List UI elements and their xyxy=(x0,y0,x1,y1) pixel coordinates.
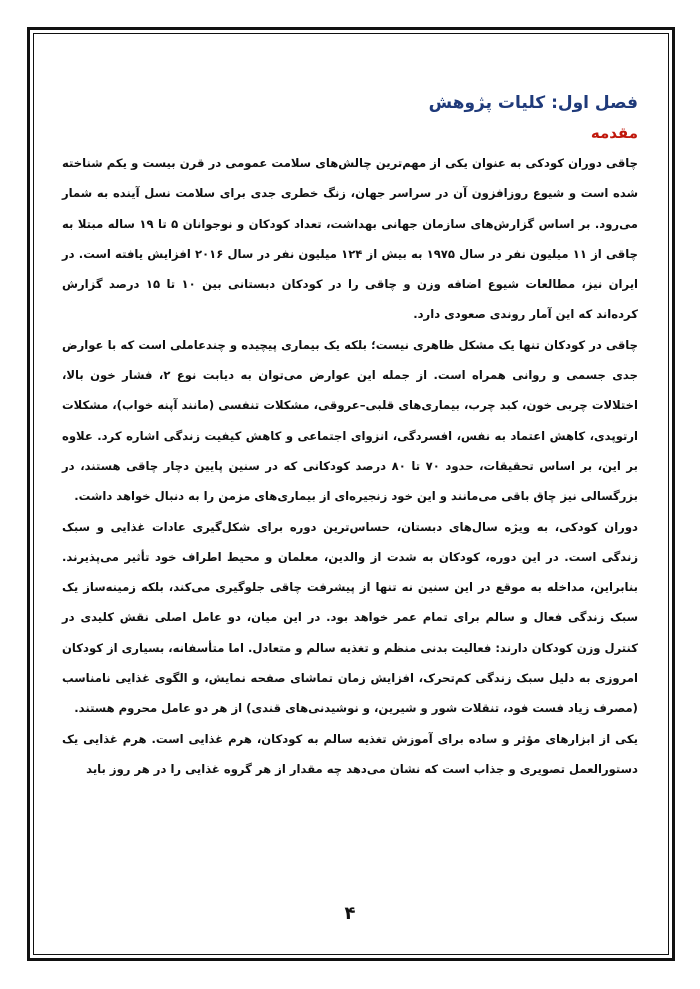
section-title: مقدمه xyxy=(590,124,638,142)
paragraph-2: چاقی در کودکان تنها یک مشکل ظاهری نیست؛ بلکه یک بیماری پیچیده و چندعاملی است که با عوارض جدی جسمی و روانی همراه است. از جمله این عوارض می‌توان به دیابت نوع ۲، فشار خون بالا، اختلالات چربی خون، کبد چرب، بیماری‌های قلبی–عروقی، مشکلات تنفسی (مانند آپنه خواب)، مشکلات ارتوپدی، کاهش اعتماد به نفس، افسردگی، انزوای اجتماعی و کاهش کیفیت زندگی اشاره کرد. علاوه بر این، بر اساس تحقیقات، حدود ۷۰ تا ۸۰ درصد کودکانی که در سنین پایین دچار چاقی هستند، در بزرگسالی نیز چاق باقی می‌مانند و این خود زنجیره‌ای از بیماری‌های مزمن را به دنبال خواهد داشت. xyxy=(62,337,638,504)
paragraph-1: چاقی دوران کودکی به عنوان یکی از مهم‌ترین چالش‌های سلامت عمومی در قرن بیست و یکم شناخته شده است و شیوع روزافزون آن در سراسر جهان، زنگ خطری جدی برای سلامت نسل آینده به شمار می‌رود. بر اساس گزارش‌های سازمان جهانی بهداشت، تعداد کودکان و نوجوانان ۵ تا ۱۹ ساله مبتلا به چاقی از ۱۱ میلیون نفر در سال ۱۹۷۵ به بیش از ۱۲۴ میلیون نفر در سال ۲۰۱۶ افزایش یافته است. در ایران نیز، مطالعات شیوع اضافه وزن و چاقی را در کودکان دبستانی بین ۱۰ تا ۱۵ درصد گزارش کرده‌اند که این آمار روندی صعودی دارد. xyxy=(62,156,639,322)
chapter-title: فصل اول: کلیات پژوهش xyxy=(428,93,638,113)
paragraph-3: دوران کودکی، به ویژه سال‌های دبستان، حساس‌ترین دوره برای شکل‌گیری عادات غذایی و سبک زندگی است. در این دوره، کودکان به شدت از والدین، معلمان و محیط اطراف خود تأثیر می‌پذیرند. بنابراین، مداخله به موقع در این سنین نه تنها از پیشرفت چاقی جلوگیری می‌کند، بلکه زمینه‌ساز یک سبک زندگی فعال و سالم برای تمام عمر خواهد بود. در این میان، دو عامل اصلی نقش کلیدی در کنترل وزن کودکان دارند: فعالیت بدنی منظم و تغذیه سالم و متعادل. اما متأسفانه، بسیاری از کودکان امروزی به دلیل سبک زندگی کم‌تحرک، افزایش زمان تماشای صفحه نمایش، و الگوی غذایی نامناسب (مصرف زیاد فست فود، تنقلات شور و شیرین، و نوشیدنی‌های قندی) از هر دو عامل محروم هستند. xyxy=(62,519,638,716)
page-number: ۴ xyxy=(344,903,356,924)
page-content xyxy=(62,90,638,784)
paragraph-4: یکی از ابزارهای مؤثر و ساده برای آموزش تغذیه سالم به کودکان، هرم غذایی است. هرم غذایی یک دستورالعمل تصویری و جذاب است که نشان می‌دهد چه مقدار از هر گروه غذایی را در هر روز باید xyxy=(62,731,638,776)
